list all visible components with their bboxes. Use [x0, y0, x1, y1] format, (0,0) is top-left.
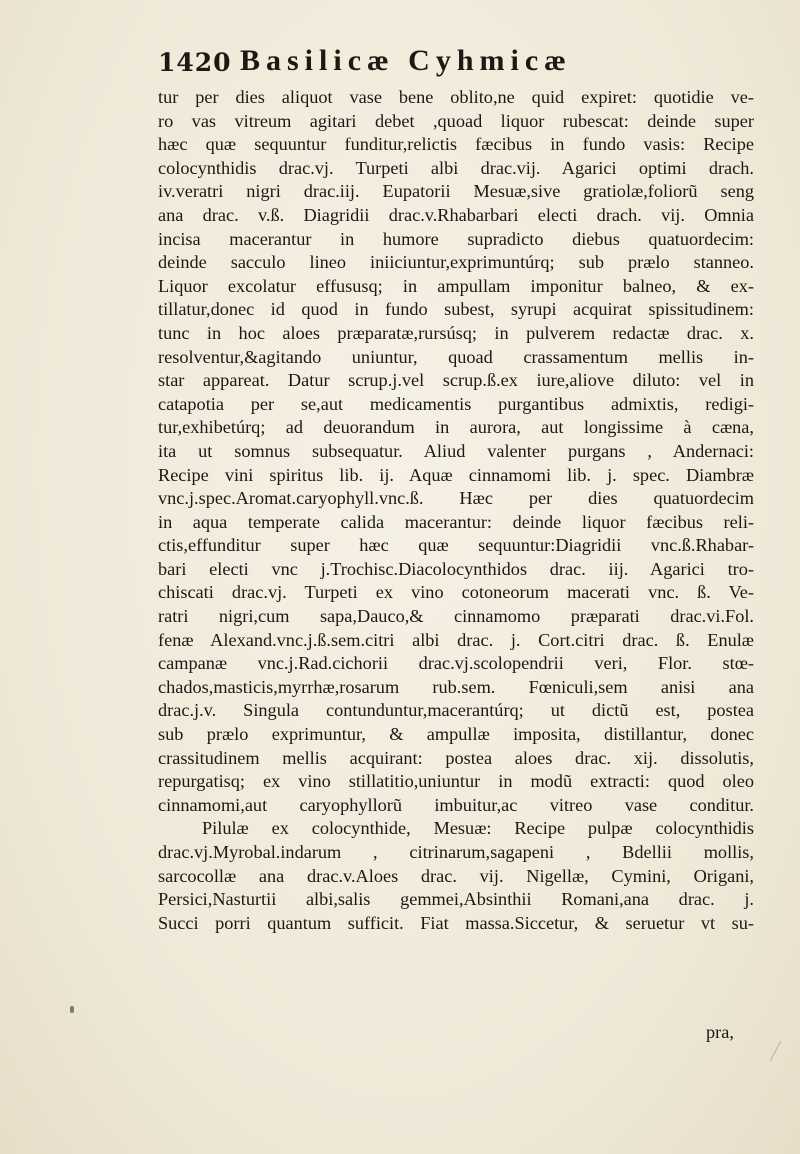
text-line: Pilulæ ex colocynthide, Mesuæ: Recipe pulpæ colocynthidis: [202, 818, 754, 839]
text-line: ctis,effunditur super hæc quæ sequuntur:Diagridii vnc.ß.Rhabar-: [158, 535, 754, 556]
catchword: pra,: [706, 1022, 734, 1042]
text-line: campanæ vnc.j.Rad.cichorii drac.vj.scolopendrii veri, Flor. stœ-: [158, 653, 754, 674]
ink-spot: [70, 1006, 74, 1013]
text-line: chiscati drac.vj. Turpeti ex vino cotoneorum macerati vnc. ß. Ve-: [158, 582, 754, 603]
body-text: [158, 86, 754, 935]
text-line: resolventur,&agitando uniuntur, quoad crassamentum mellis in-: [158, 346, 754, 367]
pencil-stroke: [770, 1041, 781, 1061]
text-line: Succi porri quantum sufficit. Fiat massa.Siccetur, & seruetur vt su-: [158, 912, 754, 933]
text-line: cinnamomi,aut caryophyllorũ imbuitur,ac vitreo vase conditur.: [158, 794, 754, 815]
page-header: [158, 42, 758, 82]
text-line: iv.veratri nigri drac.iij. Eupatorii Mesuæ,sive gratiolæ,foliorũ seng: [158, 181, 754, 202]
text-line: hæc quæ sequuntur funditur,relictis fæcibus in fundo vasis: Recipe: [158, 134, 754, 155]
text-line: Recipe vini spiritus lib. ij. Aquæ cinnamomi lib. j. spec. Diambræ: [158, 464, 754, 485]
text-line: colocynthidis drac.vj. Turpeti albi drac.vij. Agarici optimi drach.: [158, 157, 754, 178]
text-line: ita ut somnus subsequatur. Aliud valenter purgans , Andernaci:: [158, 440, 754, 461]
running-head: Basilicæ Cyhmicæ: [240, 44, 572, 77]
text-line: ratri nigri,cum sapa,Dauco,& cinnamomo præparati drac.vi.Fol.: [158, 606, 754, 627]
text-line: bari electi vnc j.Trochisc.Diacolocynthidos drac. iij. Agarici tro-: [158, 558, 754, 579]
text-line: Liquor excolatur effususq; in ampullam imponitur balneo, & ex-: [158, 275, 754, 296]
text-line: drac.j.v. Singula contunduntur,macerantúrq; ut dictũ est, postea: [158, 700, 754, 721]
text-line: star appareat. Datur scrup.j.vel scrup.ß.ex iure,aliove diluto: vel in: [158, 370, 754, 391]
text-line: vnc.j.spec.Aromat.caryophyll.vnc.ß. Hæc per dies quatuordecim: [158, 488, 754, 509]
text-line: tur per dies aliquot vase bene oblito,ne quid expiret: quotidie ve-: [158, 87, 754, 107]
text-line: tillatur,donec id quod in fundo subest, syrupi acquirat spissitudinem:: [158, 299, 754, 320]
text-line: catapotia per se,aut medicamentis purgantibus admixtis, redigi-: [158, 393, 754, 414]
text-line: crassitudinem mellis acquirant: postea aloes drac. xij. dissolutis,: [158, 747, 754, 768]
text-line: tur,exhibetúrq; ad deuorandum in aurora, aut longissime à cæna,: [158, 417, 754, 438]
page-number: 1420: [158, 48, 232, 77]
text-line: chados,masticis,myrrhæ,rosarum rub.sem. Fœniculi,sem anisi ana: [158, 676, 754, 697]
text-line: Persici,Nasturtii albi,salis gemmei,Absinthii Romani,ana drac. j.: [158, 889, 754, 910]
text-line: tunc in hoc aloes præparatæ,rursúsq; in pulverem redactæ drac. x.: [158, 322, 754, 343]
text-line: fenæ Alexand.vnc.j.ß.sem.citri albi drac. j. Cort.citri drac. ß. Enulæ: [158, 629, 754, 650]
text-line: deinde sacculo lineo iniiciuntur,exprimuntúrq; sub prælo stanneo.: [158, 252, 754, 273]
text-line: sub prælo exprimuntur, & ampullæ imposita, distillantur, donec: [158, 724, 754, 745]
text-line: ro vas vitreum agitari debet ,quoad liquor rubescat: deinde super: [158, 110, 754, 131]
text-line: ana drac. v.ß. Diagridii drac.v.Rhabarbari electi drach. vij. Omnia: [158, 204, 754, 225]
text-line: drac.vj.Myrobal.indarum , citrinarum,sagapeni , Bdellii mollis,: [158, 842, 754, 862]
text-line: repurgatisq; ex vino stillatitio,uniuntur in modũ extracti: quod oleo: [158, 771, 754, 792]
text-line: incisa macerantur in humore supradicto diebus quatuordecim:: [158, 228, 754, 249]
text-line: sarcocollæ ana drac.v.Aloes drac. vij. Nigellæ, Cymini, Origani,: [158, 865, 754, 886]
text-line: in aqua temperate calida macerantur: deinde liquor fæcibus reli-: [158, 511, 754, 532]
